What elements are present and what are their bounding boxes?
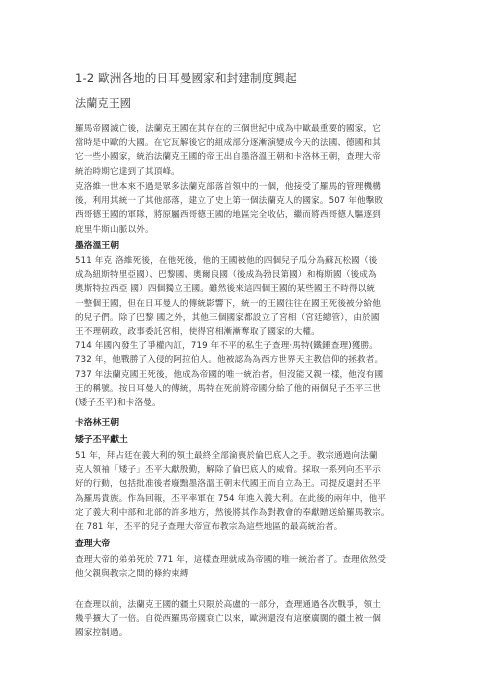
text-line: 的兒子們。除了巴黎 國之外，其他三個國家都設立了宮相（宮廷總管），由於國 bbox=[75, 312, 380, 323]
heading-merovingian: 墨洛溫王朝 bbox=[75, 241, 119, 251]
text-line: 為羅馬貴族。作為回報，丕平率軍在 754 年進入義大利。在此後的兩年中，他平 bbox=[75, 493, 387, 504]
text-line: 西哥德王國的軍隊，將原屬西哥德王國的地區完全收佔，繼而將西哥德人驅逐到 bbox=[75, 210, 382, 221]
text-line: 國家控制過。 bbox=[75, 628, 128, 639]
text-line: 51 年，拜占廷在義大利的領土最終全部淪喪於倫巴底人之手。教宗通過向法蘭 bbox=[75, 451, 378, 461]
section-subtitle: 法蘭克王國 bbox=[75, 97, 131, 110]
text-line: 王的稱號。按日耳曼人的傳統，馬特在死前將帝國分給了他的兩個兒子丕平三世 bbox=[75, 383, 382, 394]
text-line: 成為紐斯特里亞國）、巴黎國、奧爾良國（後成為勃艮第國）和梅斯國（後成為 bbox=[75, 270, 377, 281]
intro-paragraph-1 bbox=[75, 122, 427, 179]
heading-charlemagne: 查理大帝 bbox=[75, 539, 111, 549]
text-line: 克洛維一世本來不過是眾多法蘭克部落首領中的一個，他接受了羅馬的管理機構 bbox=[75, 182, 382, 192]
text-line: 一整個王國，但在日耳曼人的傳統影響下，統一的王國往往在國王死後被分給他 bbox=[75, 298, 382, 309]
charlemagne-paragraph-2 bbox=[75, 598, 427, 641]
merovingian-paragraph bbox=[75, 254, 427, 410]
text-line: 737 年法蘭克國王死後，他成為帝國的唯一統治者，但沒能又親一樣，他沒有國 bbox=[75, 369, 384, 380]
text-line: 定了義大利中部和北部的許多地方，然後將其作為對教會的奉獻贈送給羅馬教宗。 bbox=[75, 507, 390, 518]
text-line: (矮子丕平)和卡洛曼。 bbox=[75, 398, 161, 409]
text-line: 732 年，他戰勝了入侵的阿拉伯人。他被認為為西方世界天主教信仰的拯救者。 bbox=[75, 355, 384, 366]
text-line: 它一些小國家，統治法蘭克王國的帝王出自墨洛溫王朝和卡洛林王朝，查理大帝 bbox=[75, 152, 382, 163]
text-line: 奧斯特拉西亞 國）四個獨立王國。雖然後來這四個王國的某些國王不時得以統 bbox=[75, 284, 376, 295]
charlemagne-paragraph-1 bbox=[75, 553, 427, 581]
heading-donation-of-pepin: 矮子丕平獻土 bbox=[75, 435, 128, 445]
heading-carolingian: 卡洛林王朝 bbox=[75, 418, 119, 428]
text-line: 他父親與教宗之間的條約束縛 bbox=[75, 569, 189, 580]
text-line: 當時是中歐的大國。在它瓦解後它的組成部分逐漸演變成今天的法國、德國和其 bbox=[75, 138, 382, 149]
text-line: 羅馬帝國滅亡後，法蘭克王國在其存在的三個世紀中成為中歐最重要的國家，它 bbox=[75, 124, 382, 134]
donation-paragraph bbox=[75, 449, 427, 534]
text-line: 511 年克 洛維死後，在他死後，他的王國被他的四個兒子瓜分為蘇瓦松國（後 bbox=[75, 256, 378, 266]
text-line: 在查理以前，法蘭克王國的疆土只限於高盧的一部分，查理通過各次戰爭，領土 bbox=[75, 600, 382, 610]
text-line: 714 年國內發生了爭權內訌，719 年不平的私生子查理·馬特(鐵錘查理)獲勝。 bbox=[75, 341, 378, 352]
text-line: 幾乎擴大了一倍。自從西羅馬帝國衰亡以來，歐洲還沒有這麼廣闊的疆土被一個 bbox=[75, 614, 382, 625]
text-line: 統治時期它達到了其頂峰。 bbox=[75, 166, 180, 177]
text-line: 在 781 年，丕平的兒子查理大帝宣布教宗為這些地區的最高統治者。 bbox=[75, 522, 343, 533]
text-line: 庇里牛斯山脈以外。 bbox=[75, 224, 154, 235]
page-title: 1-2 歐洲各地的日耳曼國家和封建制度興起 bbox=[75, 71, 297, 85]
text-line: 好的行動，包括批准後者廢黜墨洛溫王朝末代國王而自立為王。司提反還封丕平 bbox=[75, 479, 382, 490]
intro-paragraph-2 bbox=[75, 180, 427, 237]
text-line: 王不理朝政，政事委託宮相，使得宮相漸漸奪取了國家的大權。 bbox=[75, 327, 320, 338]
text-line: 克人領袖「矮子」丕平大獻殷勤，解除了倫巴底人的威脅。採取一系列向丕平示 bbox=[75, 465, 382, 476]
text-line: 查理大帝的弟弟死於 771 年，這樣查理就成為帝國的唯一統治者了。查理依然受 bbox=[75, 555, 387, 565]
text-line: 後，利用其統一了其他部落，建立了史上第一個法蘭克人的國家。507 年他擊敗 bbox=[75, 196, 384, 207]
